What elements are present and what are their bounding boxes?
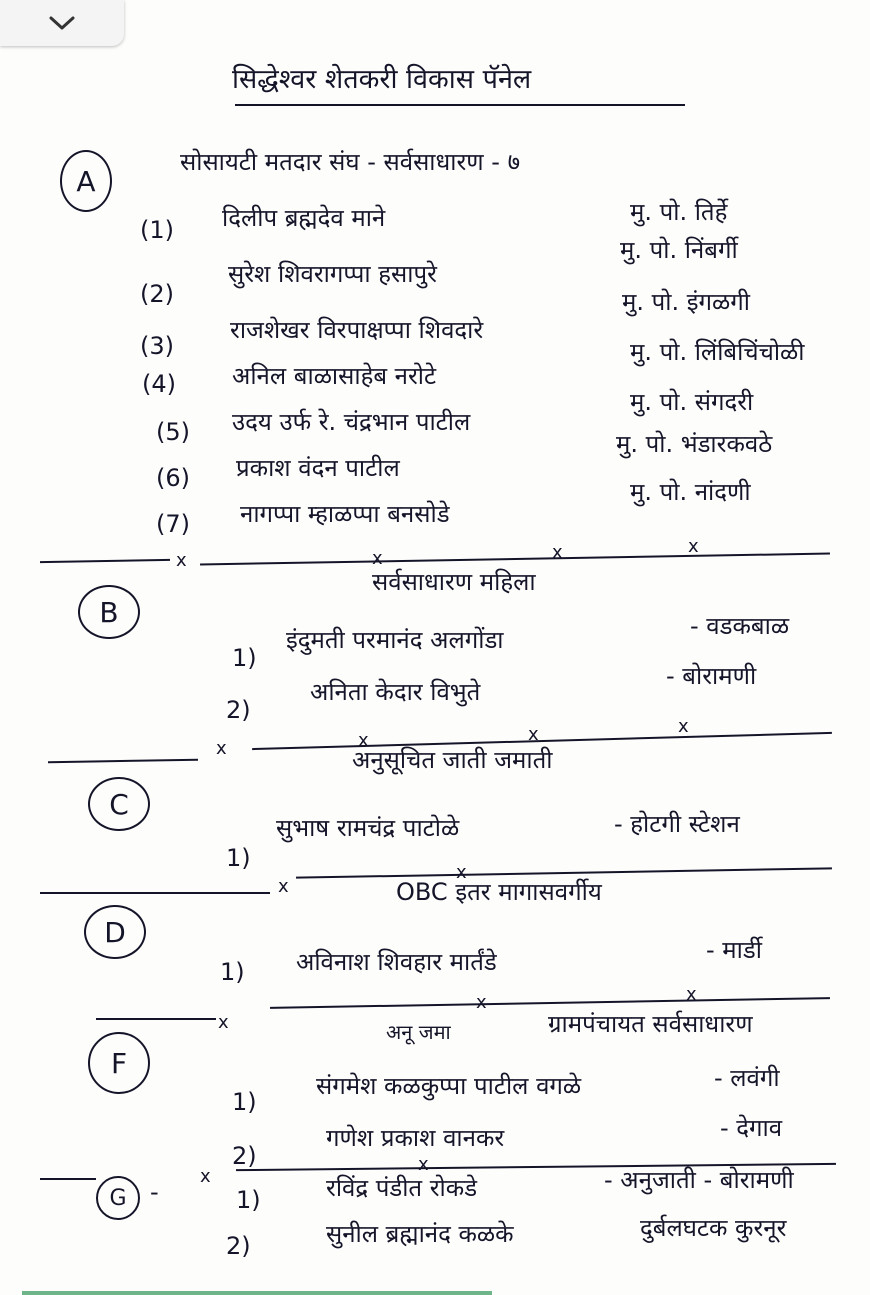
list-item-number: (3) [140, 332, 174, 360]
list-item-number: (5) [156, 418, 190, 446]
section-b-letter: B [78, 585, 140, 639]
x-mark: x [686, 984, 697, 1005]
list-item-number: 1) [232, 1088, 257, 1116]
divider [48, 759, 198, 764]
list-item-place: - मार्डी [706, 936, 762, 964]
list-item-number: 2) [226, 696, 251, 724]
list-item-place: - लवंगी [714, 1064, 780, 1092]
list-item-place: मु. पो. नांदणी [630, 478, 751, 506]
scroll-indicator [22, 1291, 492, 1295]
divider [96, 1018, 216, 1020]
x-mark: x [176, 550, 187, 571]
x-mark: x [358, 730, 369, 751]
title-underline [235, 104, 685, 106]
x-mark: x [218, 1012, 229, 1033]
list-item-place: दुर्बलघटक कुरनूर [640, 1214, 787, 1242]
list-item-name: नागप्पा म्हाळप्पा बनसोडे [240, 500, 450, 528]
chevron-down-icon [47, 14, 77, 32]
list-item-number: 2) [232, 1142, 257, 1170]
list-item-name: अनिता केदार विभुते [310, 678, 481, 706]
divider [200, 553, 830, 566]
list-item-place: मु. पो. इंगळगी [622, 288, 750, 316]
list-item-number: 1) [236, 1186, 261, 1214]
divider [270, 997, 830, 1009]
section-c-heading: अनुसूचित जाती जमाती [352, 746, 553, 774]
divider [40, 559, 170, 563]
x-mark: x [456, 862, 467, 883]
list-item-place: - देगाव [720, 1114, 783, 1142]
section-a-letter: A [60, 150, 112, 212]
section-f-letter: F [88, 1032, 150, 1094]
list-item-name: अनिल बाळासाहेब नरोटे [232, 362, 437, 390]
x-mark: x [688, 536, 699, 557]
list-item-name: प्रकाश वंदन पाटील [236, 454, 400, 482]
divider [40, 892, 270, 894]
list-item-place: - वडकबाळ [690, 612, 790, 640]
x-mark: x [372, 548, 383, 569]
list-item-name: राजशेखर विरपाक्षप्पा शिवदारे [230, 316, 484, 344]
list-item-name: अविनाश शिवहार मार्तंडे [296, 948, 497, 976]
list-item-name: संगमेश कळकुप्पा पाटील वगळे [316, 1072, 582, 1100]
list-item-place: - बोरामणी [666, 662, 757, 690]
section-b-heading: सर्वसाधारण महिला [372, 568, 536, 596]
list-item-number: (4) [142, 370, 176, 398]
section-d-letter: D [84, 905, 146, 959]
dash-mark: - [150, 1178, 159, 1206]
x-mark: x [200, 1166, 211, 1187]
list-item-place: - होटगी स्टेशन [614, 810, 740, 838]
list-item-name: गणेश प्रकाश वानकर [326, 1124, 505, 1152]
list-item-number: (7) [156, 510, 190, 538]
list-item-number: 1) [232, 644, 257, 672]
list-item-number: 1) [220, 958, 245, 986]
x-mark: x [476, 992, 487, 1013]
list-item-number: 2) [226, 1232, 251, 1260]
list-item-name: सुभाष रामचंद्र पाटोळे [276, 814, 460, 842]
list-item-place: - अनुजाती - बोरामणी [604, 1166, 794, 1194]
x-mark: x [552, 542, 563, 563]
divider [296, 867, 832, 878]
list-item-number: (2) [140, 280, 174, 308]
section-f-heading: ग्रामपंचायत सर्वसाधारण [548, 1010, 753, 1038]
section-d-heading: OBC इतर मागासवर्गीय [396, 878, 602, 906]
list-item-number: (1) [140, 216, 174, 244]
list-item-name: सुरेश शिवरागप्पा हसापुरे [228, 260, 437, 288]
list-item-name: सुनील ब्रह्मानंद कळके [326, 1220, 514, 1248]
panel-title: सिद्धेश्वर शेतकरी विकास पॅनेल [232, 64, 532, 95]
collapse-button[interactable] [0, 0, 124, 46]
list-item-name: रविंद्र पंडीत रोकडे [326, 1174, 478, 1202]
list-item-place: मु. पो. संगदरी [630, 388, 754, 416]
section-c-letter: C [88, 777, 150, 831]
x-mark: x [216, 738, 227, 759]
list-item-name: उदय उर्फ रे. चंद्रभान पाटील [232, 408, 471, 436]
x-mark: x [528, 724, 539, 745]
section-f-heading-prefix: अनू जमा [386, 1020, 451, 1044]
x-mark: x [678, 716, 689, 737]
divider [40, 1178, 96, 1180]
list-item-place: मु. पो. लिंबिचिंचोळी [630, 338, 805, 366]
list-item-number: (6) [156, 464, 190, 492]
list-item-name: दिलीप ब्रह्मदेव माने [222, 204, 386, 232]
x-mark: x [278, 876, 289, 897]
list-item-name: इंदुमती परमानंद अलगोंडा [286, 626, 504, 654]
list-item-place: मु. पो. तिर्हे [630, 198, 728, 226]
x-mark: x [418, 1154, 429, 1175]
list-item-place: मु. पो. निंबर्गी [620, 236, 738, 264]
list-item-place: मु. पो. भंडारकवठे [616, 430, 773, 458]
section-g-letter: G [96, 1176, 140, 1220]
list-item-number: 1) [226, 844, 251, 872]
section-a-heading: सोसायटी मतदार संघ - सर्वसाधारण - ७ [180, 148, 521, 176]
